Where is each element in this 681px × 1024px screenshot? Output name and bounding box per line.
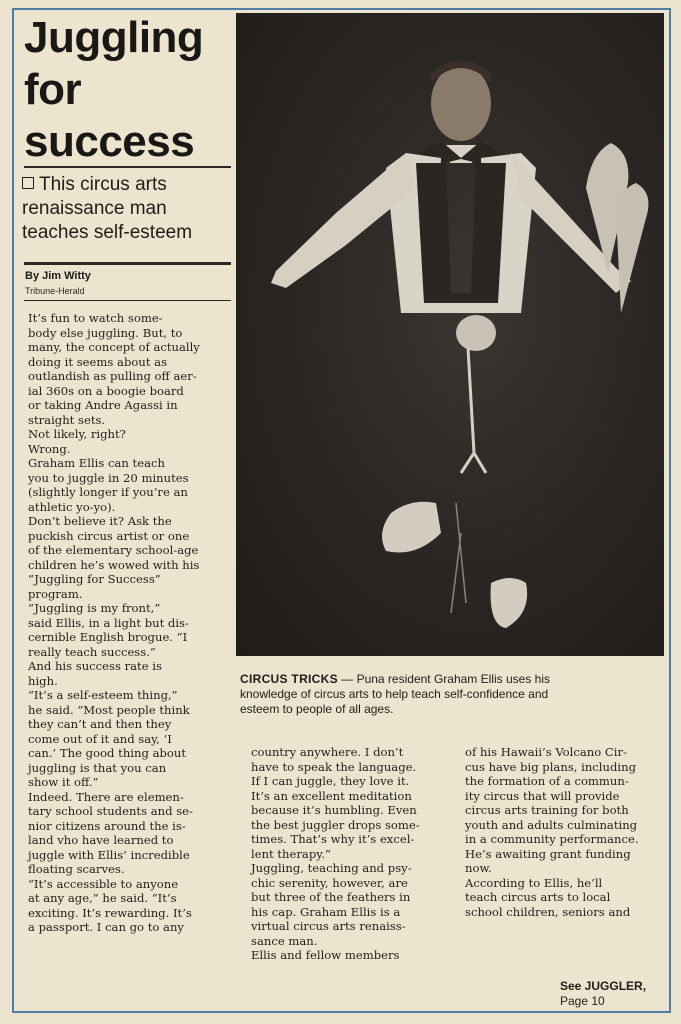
jump-page: Page 10 <box>560 994 605 1008</box>
article-line: they can’t and then they <box>28 717 172 731</box>
article-line: And his success rate is <box>28 659 162 673</box>
article-line: cernible English brogue. “I <box>28 630 188 644</box>
article-line: program. <box>28 586 83 601</box>
article-line: Indeed. There are elemen- <box>28 789 184 804</box>
article-line: athletic yo-yo). <box>28 499 116 514</box>
article-line: If I can juggle, they love it. <box>251 774 410 788</box>
article-column-3 <box>465 745 665 919</box>
juggler-figure <box>236 13 664 656</box>
article-line: have to speak the language. <box>251 759 417 774</box>
caption-line: knowledge of circus arts to help teach self-confidence and <box>240 687 549 701</box>
article-line: Don’t believe it? Ask the <box>28 514 172 528</box>
article-line: “It’s a self-esteem thing,” <box>28 688 178 702</box>
jump-label: See JUGGLER, <box>560 979 647 993</box>
article-line: cus have big plans, including <box>465 759 636 774</box>
article-line: many, the concept of actually <box>28 340 200 354</box>
article-line: times. That’s why it’s excel- <box>251 832 415 846</box>
juggler-photo <box>236 13 664 656</box>
article-line: outlandish as pulling off aer- <box>28 369 197 383</box>
byline-paper: Tribune-Herald <box>25 286 85 296</box>
article-line: ial 360s on a boogie board <box>28 383 184 398</box>
caption-line: esteem to people of all ages. <box>240 702 394 716</box>
article-line: It’s fun to watch some- <box>28 311 163 325</box>
headline-line: for <box>24 65 82 114</box>
article-line: chic serenity, however, are <box>251 875 408 890</box>
article-line: at any age,” he said. “It’s <box>28 891 177 905</box>
article-line: Graham Ellis can teach <box>28 456 165 470</box>
article-line: “Juggling for Success” <box>28 572 161 586</box>
article-line: the formation of a commun- <box>465 774 629 788</box>
article-line: said Ellis, in a light but dis- <box>28 615 189 630</box>
article-line: Wrong. <box>28 441 71 456</box>
article-line: high. <box>28 673 58 688</box>
checkbox-icon <box>22 177 34 189</box>
article-line: nior citizens around the is- <box>28 818 186 833</box>
article-line: the best juggler drops some- <box>251 817 420 832</box>
byline-bottom-rule <box>24 300 231 301</box>
article-line: circus arts training for both <box>465 803 629 817</box>
article-line: land vho have learned to <box>28 833 174 847</box>
article-line: body else juggling. But, to <box>28 325 183 340</box>
headline-rule <box>24 166 231 168</box>
article-line: floating scarves. <box>28 862 125 876</box>
article-line: sance man. <box>251 933 318 948</box>
article-line: (slightly longer if you’re an <box>28 485 188 499</box>
article-line: juggling is that you can <box>28 760 167 775</box>
article-line: you to juggle in 20 minutes <box>28 470 189 485</box>
article-line: a passport. I can go to any <box>28 920 184 934</box>
article-line: show it off.” <box>28 775 99 789</box>
headline-line: success <box>24 117 195 166</box>
article-line: in a community performance. <box>465 832 639 846</box>
article-line: juggle with Ellis’ incredible <box>28 847 190 862</box>
headline <box>24 12 229 168</box>
byline-rule <box>24 262 231 265</box>
article-line: Not likely, right? <box>28 427 126 441</box>
deck-text: This circus arts <box>39 174 167 195</box>
article-line: his cap. Graham Ellis is a <box>251 904 401 919</box>
article-line: ity circus that will provide <box>465 788 620 803</box>
headline-line: Juggling <box>24 13 204 62</box>
article-line: It’s an excellent meditation <box>251 788 412 803</box>
article-line: “Juggling is my front,” <box>28 601 161 615</box>
article-line: straight sets. <box>28 412 106 427</box>
article-line: of his Hawaii’s Volcano Cir- <box>465 745 627 759</box>
deck-line: teaches self-esteem <box>22 222 193 243</box>
jump-reference <box>560 979 646 1009</box>
subheadline <box>22 173 234 245</box>
article-line: of the elementary school-age <box>28 543 199 557</box>
article-line: teach circus arts to local <box>465 890 611 904</box>
article-line: youth and adults culminating <box>465 817 638 832</box>
caption-line <box>240 672 660 687</box>
article-line: lent therapy.” <box>251 846 331 861</box>
article-line: doing it seems about as <box>28 354 168 369</box>
caption-lead: CIRCUS TRICKS <box>240 672 338 686</box>
photo-caption <box>240 672 660 717</box>
article-line: school children, seniors and <box>465 904 631 919</box>
deck-line: renaissance man <box>22 198 167 219</box>
article-line: puckish circus artist or one <box>28 528 190 543</box>
article-line: country anywhere. I don’t <box>251 745 404 759</box>
article-line: He’s awaiting grant funding <box>465 846 631 861</box>
article-line: or taking Andre Agassi in <box>28 398 178 412</box>
article-line: come out of it and say, ‘I <box>28 731 172 746</box>
article-line: can.’ The good thing about <box>28 746 187 760</box>
article-line: but three of the feathers in <box>251 890 411 904</box>
article-line: he said. “Most people think <box>28 702 190 717</box>
article-line: children he’s wowed with his <box>28 557 200 572</box>
deck-line <box>22 173 234 197</box>
article-line: Ellis and fellow members <box>251 948 400 962</box>
caption-text: — Puna resident Graham Ellis uses his <box>337 672 550 686</box>
byline-author: By Jim Witty <box>25 270 91 282</box>
article-line: “It’s accessible to anyone <box>28 876 179 891</box>
article-line: now. <box>465 861 492 875</box>
article-column-1 <box>28 311 236 935</box>
article-column-2 <box>251 745 451 963</box>
article-line: really teach success.” <box>28 644 156 659</box>
article-line: According to Ellis, he’ll <box>465 875 603 890</box>
article-line: exciting. It’s rewarding. It’s <box>28 905 192 920</box>
article-line: virtual circus arts renaiss- <box>251 919 406 933</box>
article-line: because it’s humbling. Even <box>251 803 417 817</box>
article-line: Juggling, teaching and psy- <box>251 861 412 875</box>
article-line: tary school students and se- <box>28 804 193 818</box>
